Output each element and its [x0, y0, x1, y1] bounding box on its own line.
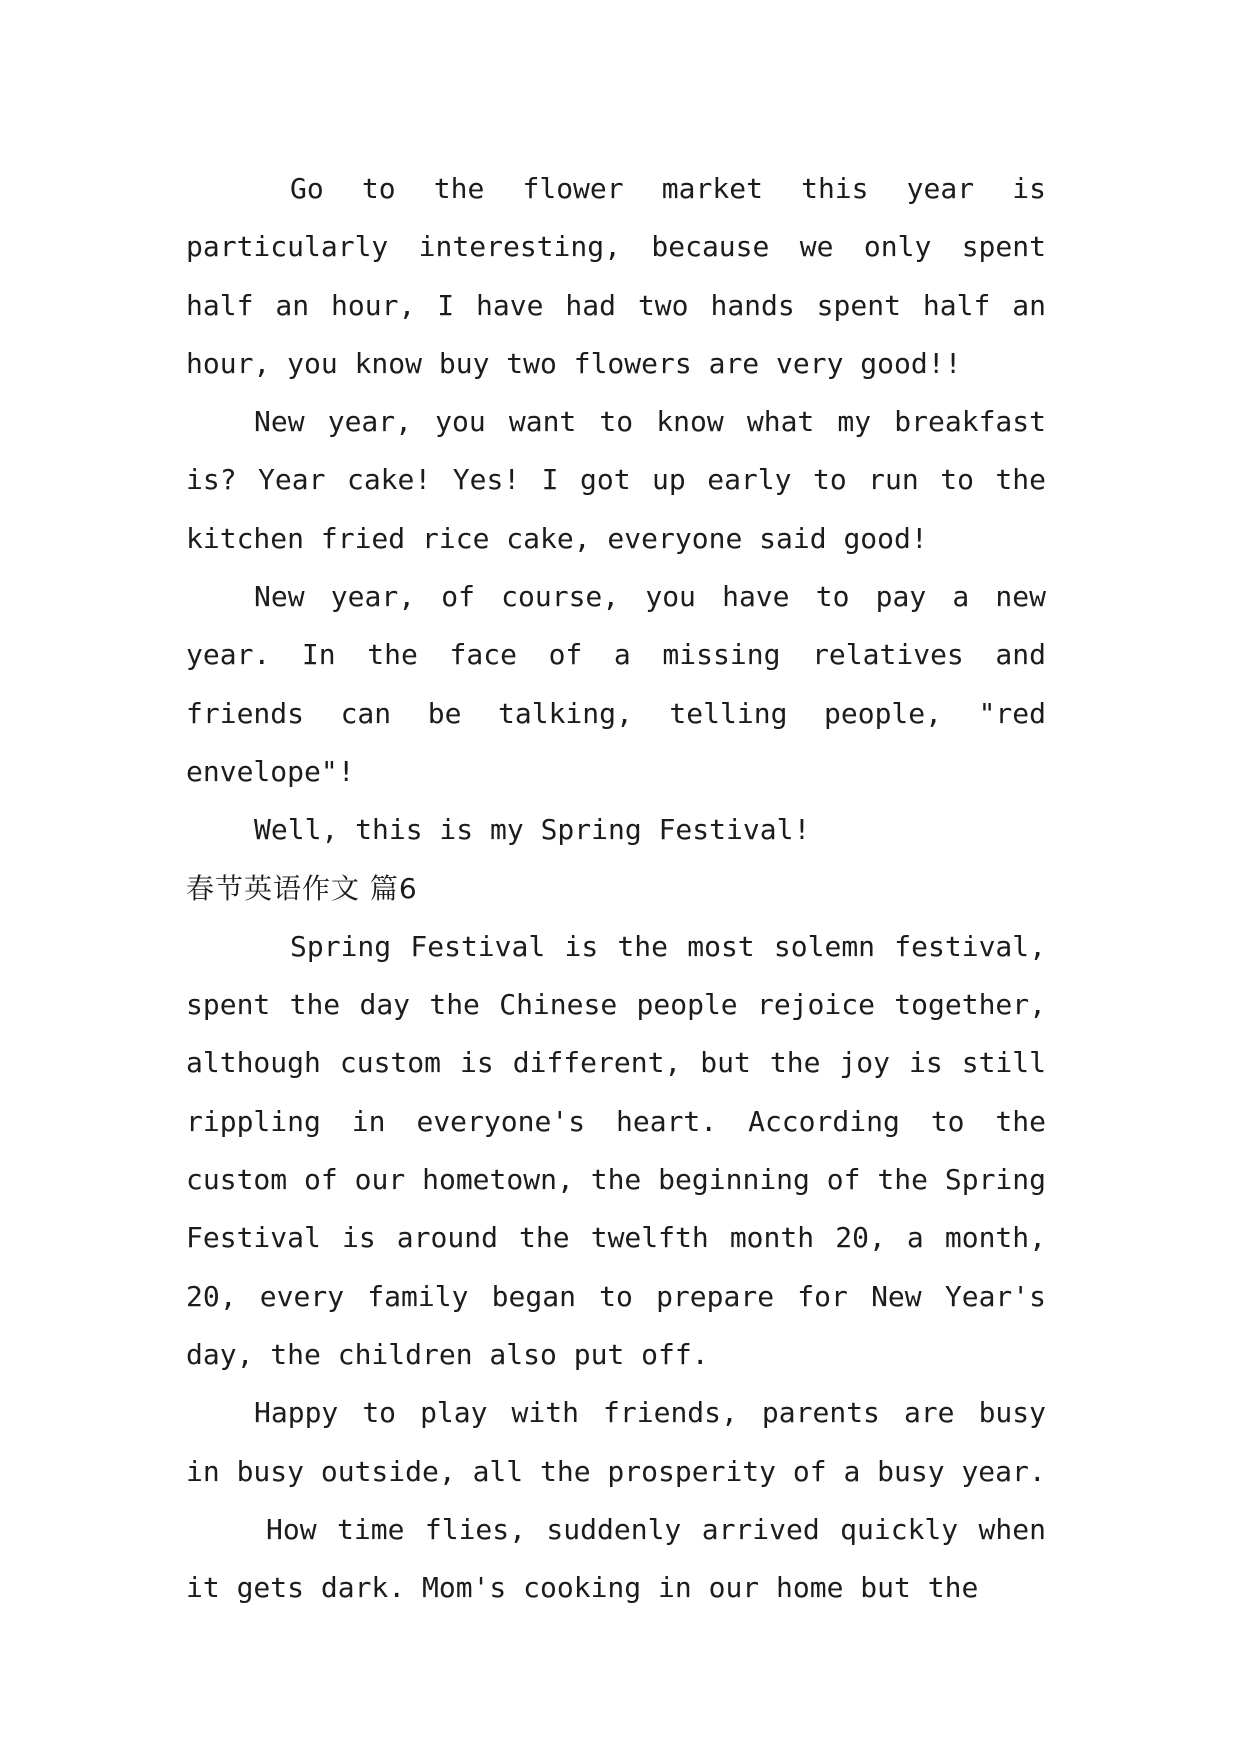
section-heading: 春节英语作文 篇6 [186, 871, 418, 905]
paragraph-new-year-visit: New year, of course, you have to pay a new year. In the face of a missing relatives and friends can be talking, telling people, "red envelope"! [186, 580, 1046, 788]
paragraph-breakfast: New year, you want to know what my breakfast is? Year cake! Yes! I got up early to run to the kitchen fried rice cake, everyone said good! [186, 405, 1046, 555]
document-body [186, 160, 1046, 1617]
paragraph-flower-market: Go to the flower market this year is particularly interesting, because we only spent half an hour, I have had two hands spent half an hour, you know buy two flowers are very good!! [186, 172, 1046, 380]
paragraph-play-with-friends: Happy to play with friends, parents are busy in busy outside, all the prosperity of a busy year. [186, 1396, 1046, 1488]
paragraph-spring-festival: Spring Festival is the most solemn festival, spent the day the Chinese people rejoice together, although custom is different, but the joy is still rippling in everyone's heart. According to the custom of our hometown, the beginning of the Spring Festival is around the twelfth month 20, a month, 20, every family began to prepare for New Year's day, the children also put off. [186, 929, 1046, 1371]
paragraph-time-flies: How time flies, suddenly arrived quickly when it gets dark. Mom's cooking in our home but the [186, 1512, 1046, 1605]
paragraph-closing: Well, this is my Spring Festival! [254, 813, 811, 847]
